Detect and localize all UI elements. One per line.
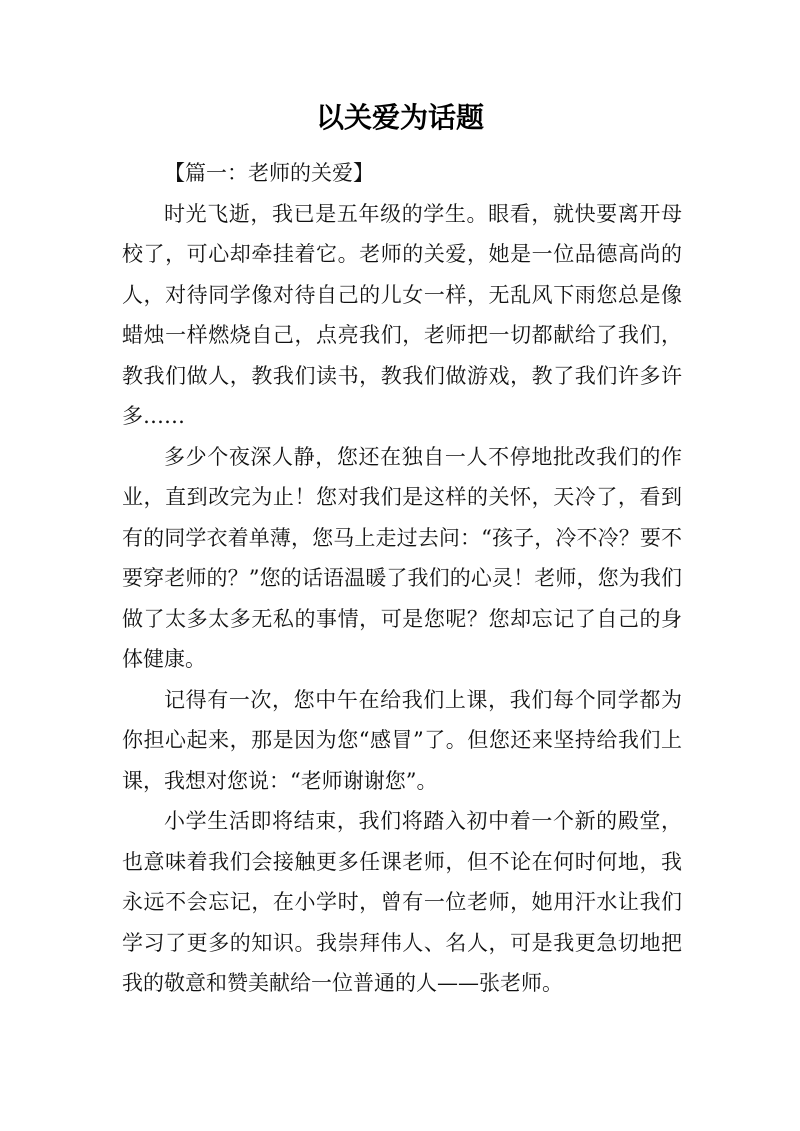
paragraph-2: 多少个夜深人静，您还在独自一人不停地批改我们的作业，直到改完为止！您对我们是这样的关怀，天冷了，看到有的同学衣着单薄，您马上走过去问：“孩子，冷不冷？要不要穿老师的？”您的话语温暖了我们的心灵！老师，您为我们做了太多太多无私的事情，可是您呢？您却忘记了自己的身体健康。 (122, 444, 682, 671)
paragraph-1: 时光飞逝，我已是五年级的学生。眼看，就快要离开母校了，可心却牵挂着它。老师的关爱，她是一位品德高尚的人，对待同学像对待自己的儿女一样，无乱风下雨您总是像蜡烛一样燃烧自己，点亮我们，老师把一切都献给了我们，教我们做人，教我们读书，教我们做游戏，教了我们许多许多…… (122, 201, 682, 428)
paragraph-4: 小学生活即将结束，我们将踏入初中着一个新的殿堂，也意味着我们会接触更多任课老师，但不论在何时何地，我永远不会忘记，在小学时，曾有一位老师，她用汗水让我们学习了更多的知识。我崇拜伟人、名人，可是我更急切地把我的敬意和赞美献给一位普通的人——张老师。 (122, 809, 682, 995)
section-heading: 【篇一：老师的关爱】 (164, 161, 374, 185)
paragraph-3: 记得有一次，您中午在给我们上课，我们每个同学都为你担心起来，那是因为您“感冒”了。但您还来坚持给我们上课，我想对您说：“老师谢谢您”。 (122, 687, 682, 793)
document-body (122, 153, 682, 1004)
document-title: 以关爱为话题 (315, 101, 484, 134)
